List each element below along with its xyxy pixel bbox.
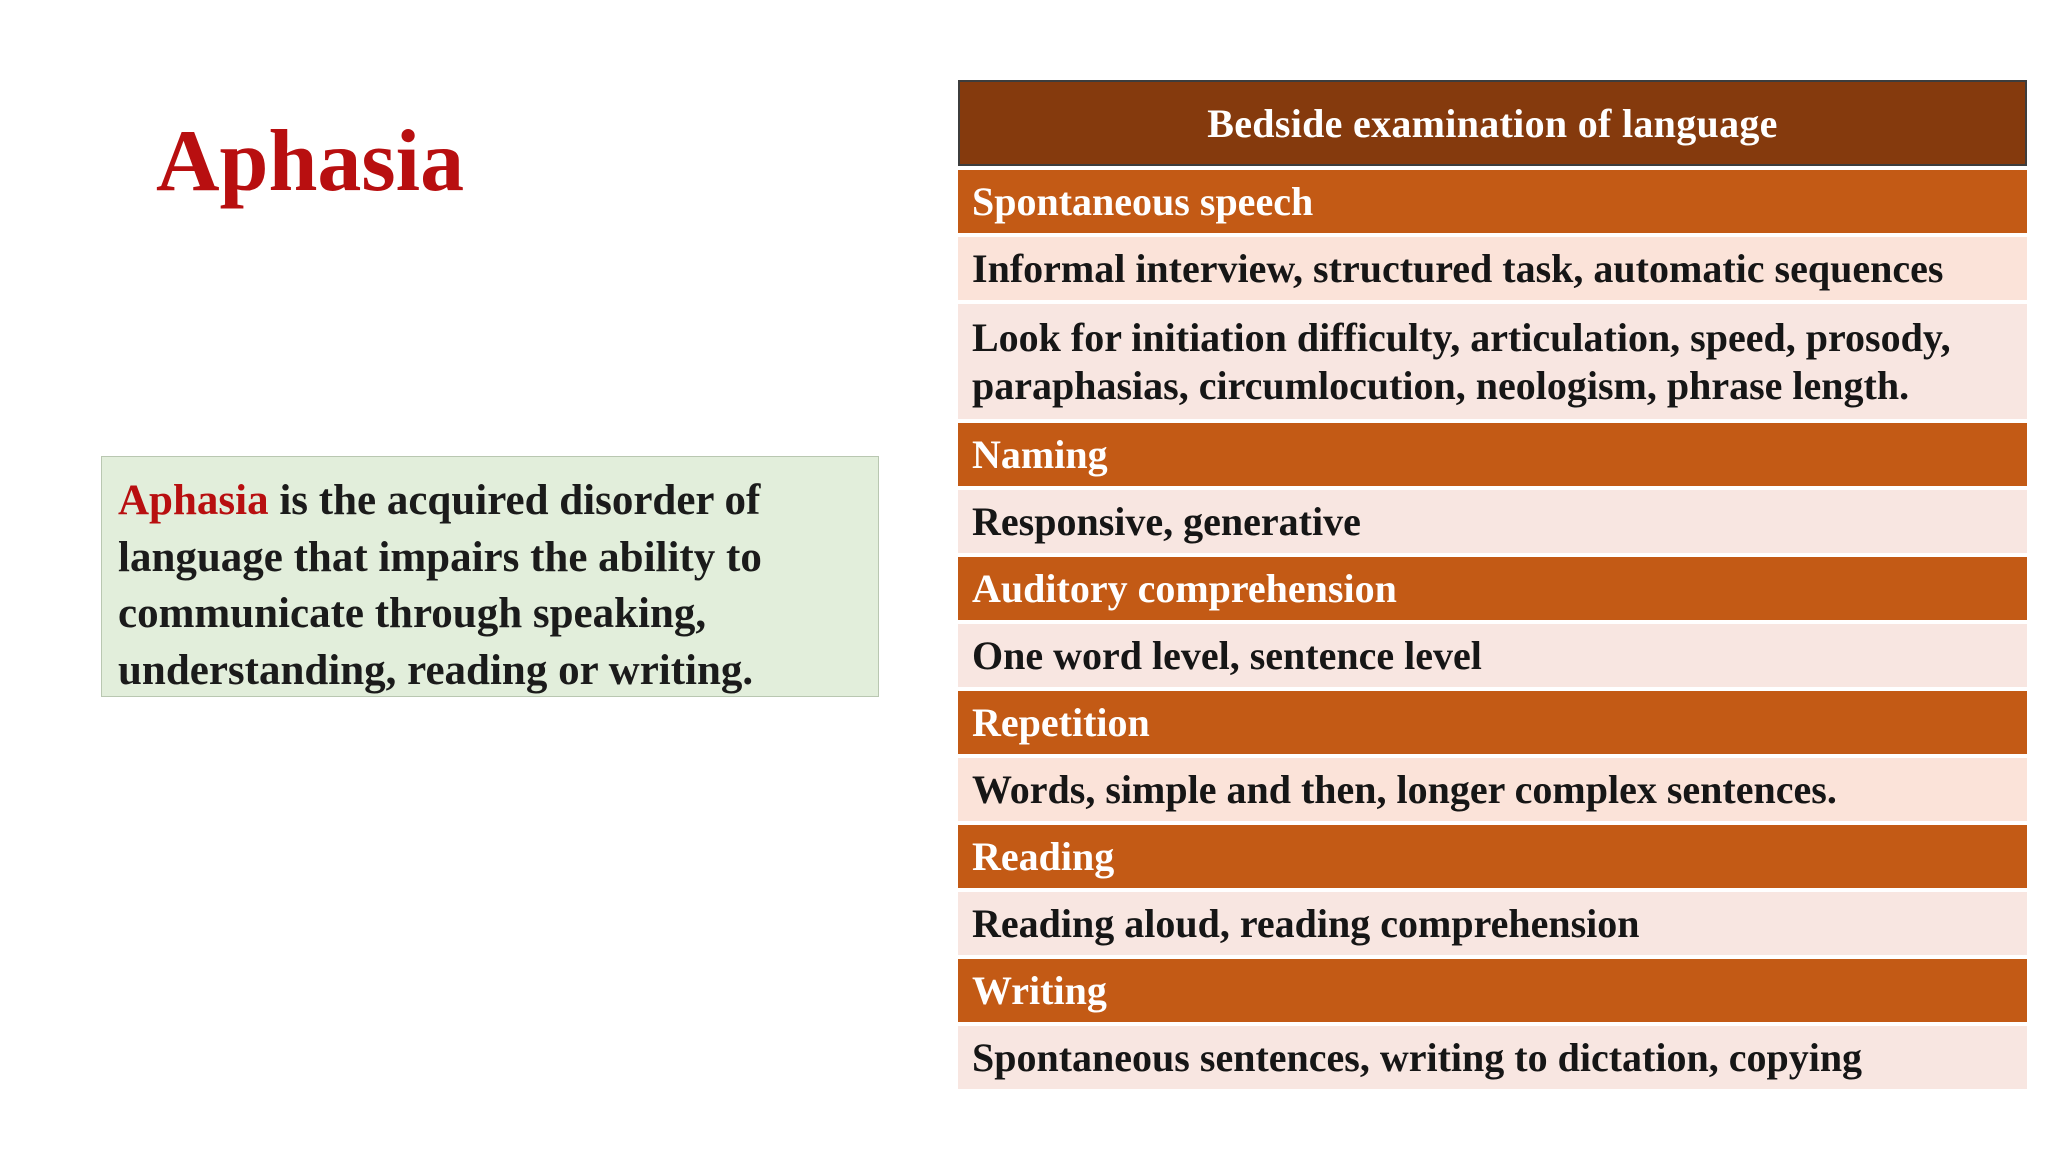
detail-row: Look for initiation difficulty, articulation, speed, prosody, paraphasias, circumlocution, neologism, phrase length. <box>958 304 2027 419</box>
category-spontaneous-speech: Spontaneous speech <box>958 170 2027 233</box>
detail-row: One word level, sentence level <box>958 624 2027 687</box>
definition-box <box>101 456 879 697</box>
detail-row: Spontaneous sentences, writing to dictation, copying <box>958 1026 2027 1089</box>
detail-row: Informal interview, structured task, automatic sequences <box>958 237 2027 300</box>
table-header: Bedside examination of language <box>958 80 2027 166</box>
definition-term: Aphasia <box>118 477 269 524</box>
category-reading: Reading <box>958 825 2027 888</box>
detail-row: Reading aloud, reading comprehension <box>958 892 2027 955</box>
detail-row: Responsive, generative <box>958 490 2027 553</box>
detail-row: Words, simple and then, longer complex sentences. <box>958 758 2027 821</box>
category-auditory-comprehension: Auditory comprehension <box>958 557 2027 620</box>
category-naming: Naming <box>958 423 2027 486</box>
category-writing: Writing <box>958 959 2027 1022</box>
definition-text: is the acquired disorder of language that impairs the ability to communicate through speaking, understanding, reading or writing. <box>118 477 762 694</box>
category-repetition: Repetition <box>958 691 2027 754</box>
slide-title: Aphasia <box>156 113 465 210</box>
language-exam-table <box>958 80 2027 1089</box>
